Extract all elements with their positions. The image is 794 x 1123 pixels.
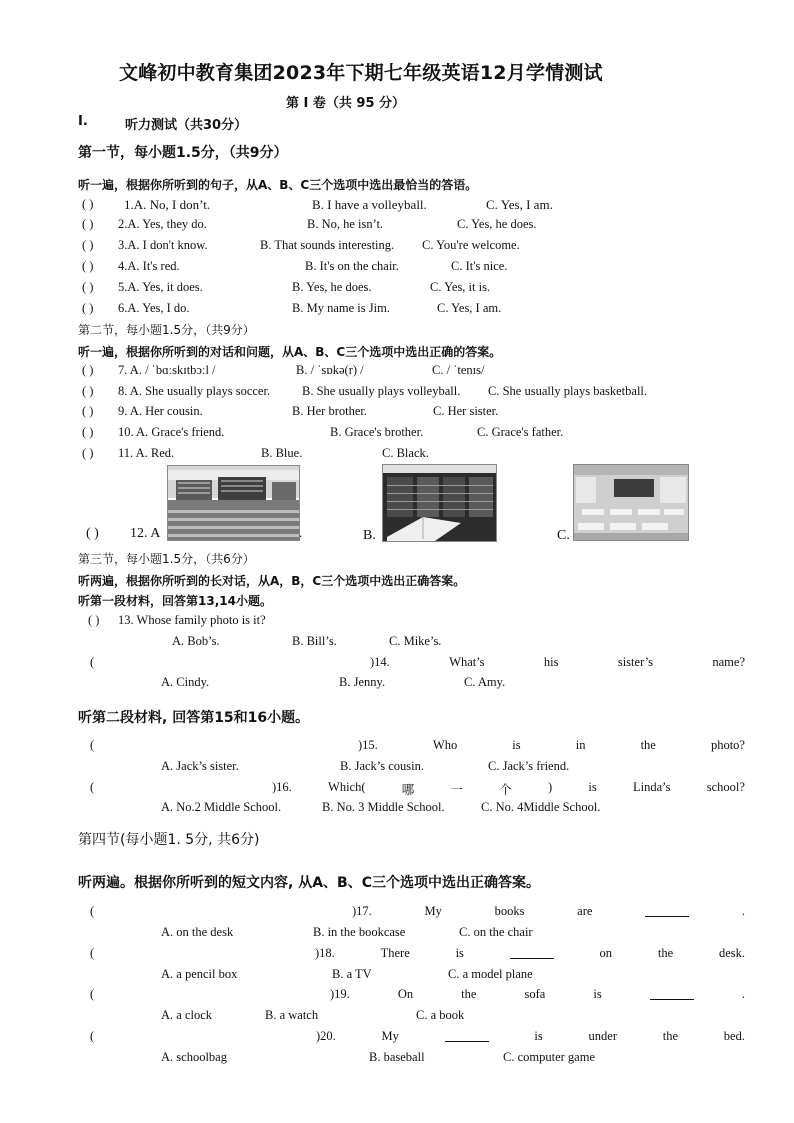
q14-word: )14. xyxy=(370,655,390,669)
answer-paren[interactable]: ( ) xyxy=(82,280,94,294)
q20-word: under xyxy=(588,1029,617,1043)
q14-word: What’s xyxy=(449,655,485,669)
q2-option-c: C. Yes, he does. xyxy=(457,217,537,231)
answer-paren[interactable]: ( ) xyxy=(82,197,94,211)
q19-word: the xyxy=(461,987,477,1001)
q18-option-b: B. a TV xyxy=(332,967,372,981)
q9-option-a: 9. A. Her cousin. xyxy=(118,404,203,418)
q4-option-b: B. It's on the chair. xyxy=(305,259,399,273)
answer-paren[interactable]: ( ) xyxy=(82,425,94,439)
q17-stem xyxy=(352,904,745,919)
q12-stem: 12. A xyxy=(130,526,161,541)
q14-option-a: A. Cindy. xyxy=(161,675,210,689)
q18-word: There xyxy=(380,946,410,960)
q15-word: photo? xyxy=(710,738,745,752)
q20-stem xyxy=(316,1029,745,1044)
section1-instruction: 听一遍，根据你所听到的句子，从A、B、C三个选项中选出最恰当的答语。 xyxy=(78,178,478,192)
q15-option-c: C. Jack’s friend. xyxy=(488,759,570,773)
section4-heading: 第四节(每小题1. 5分, 共6分) xyxy=(78,832,260,848)
q18-option-c: C. a model plane xyxy=(448,967,533,981)
q1-option-c: C. Yes, I am. xyxy=(486,197,553,212)
q9-option-b: B. Her brother. xyxy=(292,404,367,418)
exam-subtitle: 第 I 卷（共 95 分） xyxy=(286,96,406,111)
section2-heading: 第二节，每小题1.5分，（共9分） xyxy=(78,323,255,337)
section1-heading: 第一节，每小题1.5分，（共9分） xyxy=(78,145,288,161)
q6-option-c: C. Yes, I am. xyxy=(437,301,502,315)
q20-word: the xyxy=(662,1029,679,1043)
q13-option-c: C. Mike’s. xyxy=(389,634,442,648)
q14-option-b: B. Jenny. xyxy=(339,675,386,689)
q16-word: 一 xyxy=(450,783,464,797)
q19-word: is xyxy=(593,987,602,1001)
q8-option-b: B. She usually plays volleyball. xyxy=(302,384,461,398)
q6-option-a: 6.A. Yes, I do. xyxy=(118,301,190,315)
q10-option-c: C. Grace's father. xyxy=(477,425,564,439)
q18-word: is xyxy=(455,946,464,960)
q15-stem xyxy=(358,738,745,753)
q15-word: is xyxy=(512,738,521,752)
q3-option-a: 3.A. I don't know. xyxy=(118,238,208,252)
q14-word: his xyxy=(543,655,559,669)
q5-option-a: 5.A. Yes, it does. xyxy=(118,280,203,294)
answer-paren[interactable]: ( ) xyxy=(86,526,99,541)
q6-option-b: B. My name is Jim. xyxy=(292,301,390,315)
q20-option-c: C. computer game xyxy=(503,1050,595,1064)
q16-option-b: B. No. 3 Middle School. xyxy=(322,800,445,814)
q16-option-c: C. No. 4Middle School. xyxy=(481,800,601,814)
section3-material2: 听第二段材料, 回答第15和16小题。 xyxy=(78,710,310,726)
q20-option-b: B. baseball xyxy=(369,1050,425,1064)
playground-image[interactable] xyxy=(167,465,303,541)
q16-word: school? xyxy=(706,780,745,794)
q3-option-c: C. You're welcome. xyxy=(422,238,520,252)
q16-option-a: A. No.2 Middle School. xyxy=(161,800,282,814)
q19-word: sofa xyxy=(524,987,546,1001)
q20-word: bed. xyxy=(723,1029,745,1043)
answer-paren[interactable]: ( xyxy=(90,946,95,960)
section3-material1: 听第一段材料，回答第13,14小题。 xyxy=(78,594,272,608)
q15-option-b: B. Jack’s cousin. xyxy=(340,759,425,773)
answer-paren[interactable]: ( ) xyxy=(82,238,94,252)
q19-word: )19. xyxy=(330,987,350,1001)
q18-option-a: A. a pencil box xyxy=(161,967,238,981)
q10-option-b: B. Grace's brother. xyxy=(330,425,424,439)
answer-paren[interactable]: ( ) xyxy=(88,613,100,627)
q17-option-b: B. in the bookcase xyxy=(313,925,406,939)
part-title: 听力测试（共30分） xyxy=(125,118,248,133)
answer-paren[interactable]: ( xyxy=(90,1029,95,1043)
q19-word: On xyxy=(397,987,414,1001)
q17-option-a: A. on the desk xyxy=(161,925,234,939)
q12-option-c-label: C. xyxy=(557,528,570,543)
q14-option-c: C. Amy. xyxy=(464,675,506,689)
library-illustration xyxy=(383,465,496,541)
q15-word: in xyxy=(575,738,586,752)
playground-illustration xyxy=(168,466,299,540)
q14-word: sister’s xyxy=(617,655,654,669)
q11-option-b: B. Blue. xyxy=(261,446,303,460)
answer-paren[interactable]: ( ) xyxy=(82,446,94,460)
q2-option-a: 2.A. Yes, they do. xyxy=(118,217,207,231)
q17-word: My xyxy=(424,904,442,918)
classroom-illustration xyxy=(574,465,688,540)
q10-option-a: 10. A. Grace's friend. xyxy=(118,425,225,439)
answer-paren[interactable]: ( xyxy=(90,987,95,1001)
answer-paren[interactable]: ( ) xyxy=(82,301,94,315)
q13-option-a: A. Bob’s. xyxy=(172,634,220,648)
q20-option-a: A. schoolbag xyxy=(161,1050,227,1064)
q17-option-c: C. on the chair xyxy=(459,925,533,939)
q7-option-c: C. / ˈtenɪs/ xyxy=(432,363,485,377)
q17-word: books xyxy=(494,904,525,918)
q18-word: desk. xyxy=(718,946,745,960)
q8-option-c: C. She usually plays basketball. xyxy=(488,384,648,398)
q17-word: )17. xyxy=(352,904,372,918)
q4-option-c: C. It's nice. xyxy=(451,259,508,273)
answer-paren[interactable]: ( xyxy=(90,655,95,669)
q13-option-b: B. Bill’s. xyxy=(292,634,337,648)
answer-paren[interactable]: ( ) xyxy=(82,259,94,273)
q16-word: is xyxy=(588,780,597,794)
section2-instruction: 听一遍，根据你所听到的对话和问题，从A、B、C三个选项中选出正确的答案。 xyxy=(78,345,502,359)
q15-word: Who xyxy=(432,738,458,752)
q18-stem xyxy=(315,946,745,961)
q16-word: Which( xyxy=(328,780,366,794)
q19-option-a: A. a clock xyxy=(161,1008,213,1022)
answer-paren[interactable]: ( ) xyxy=(82,363,94,377)
q13-stem: 13. Whose family photo is it? xyxy=(118,613,266,627)
answer-blank[interactable] xyxy=(445,1029,489,1042)
answer-paren[interactable]: ( xyxy=(90,738,95,752)
answer-paren[interactable]: ( ) xyxy=(82,384,94,398)
q19-word: . xyxy=(741,987,745,1001)
answer-blank[interactable] xyxy=(645,904,689,917)
section3-instruction: 听两遍，根据你所听到的长对话，从A，B，C三个选项中选出正确答案。 xyxy=(78,574,466,588)
part-number: I. xyxy=(78,114,88,129)
q15-word: the xyxy=(640,738,656,752)
q15-option-a: A. Jack’s sister. xyxy=(161,759,239,773)
answer-paren[interactable]: ( xyxy=(90,780,95,794)
q7-option-b: B. / ˈsɒkə(r) / xyxy=(296,363,364,377)
section4-instruction: 听两遍。根据你所听到的短文内容, 从A、B、C三个选项中选出正确答案。 xyxy=(78,875,540,891)
q17-word: . xyxy=(741,904,745,918)
answer-paren[interactable]: ( ) xyxy=(82,217,94,231)
answer-blank[interactable] xyxy=(510,946,554,959)
q4-option-a: 4.A. It's red. xyxy=(118,259,180,273)
q11-option-a: 11. A. Red. xyxy=(118,446,175,460)
q15-word: )15. xyxy=(358,738,378,752)
q2-option-b: B. No, he isn’t. xyxy=(307,217,384,231)
q19-stem xyxy=(330,987,745,1002)
q7-option-a: 7. A. / ˈbɑːskɪtbɔːl / xyxy=(118,363,216,377)
q5-option-b: B. Yes, he does. xyxy=(292,280,372,294)
q18-word: )18. xyxy=(315,946,335,960)
q3-option-b: B. That sounds interesting. xyxy=(260,238,395,252)
q1-option-a: 1.A. No, I don’t. xyxy=(124,197,211,212)
q11-option-c: C. Black. xyxy=(382,446,429,460)
q8-option-a: 8. A. She usually plays soccer. xyxy=(118,384,271,398)
q19-option-b: B. a watch xyxy=(265,1008,319,1022)
q14-stem xyxy=(370,655,745,670)
q19-option-c: C. a book xyxy=(416,1008,465,1022)
q14-word: name? xyxy=(712,655,745,669)
q18-word: the xyxy=(657,946,674,960)
q5-option-c: C. Yes, it is. xyxy=(430,280,491,294)
library-image[interactable] xyxy=(382,464,497,542)
q16-word: )16. xyxy=(272,780,292,794)
section3-heading: 第三节，每小题1.5分，（共6分） xyxy=(78,552,255,566)
exam-title: 文峰初中教育集团2023年下期七年级英语12月学情测试 xyxy=(119,62,603,84)
q16-stem xyxy=(272,780,745,798)
q12-option-b-label: B. xyxy=(363,528,376,543)
q16-word: 个 xyxy=(499,783,512,797)
q20-word: )20. xyxy=(316,1029,336,1043)
q12-period: . xyxy=(299,526,303,540)
q1-option-b: B. I have a volleyball. xyxy=(312,197,427,212)
q16-word: 哪 xyxy=(401,783,415,797)
q16-word: Linda’s xyxy=(632,780,671,794)
classroom-image[interactable] xyxy=(573,464,689,541)
answer-paren[interactable]: ( ) xyxy=(82,404,94,418)
q20-word: My xyxy=(381,1029,399,1043)
answer-blank[interactable] xyxy=(650,987,694,1000)
q17-word: are xyxy=(577,904,593,918)
q9-option-c: C. Her sister. xyxy=(433,404,499,418)
q16-word: ) xyxy=(548,780,553,794)
answer-paren[interactable]: ( xyxy=(90,904,95,918)
q18-word: on xyxy=(599,946,613,960)
q20-word: is xyxy=(534,1029,543,1043)
